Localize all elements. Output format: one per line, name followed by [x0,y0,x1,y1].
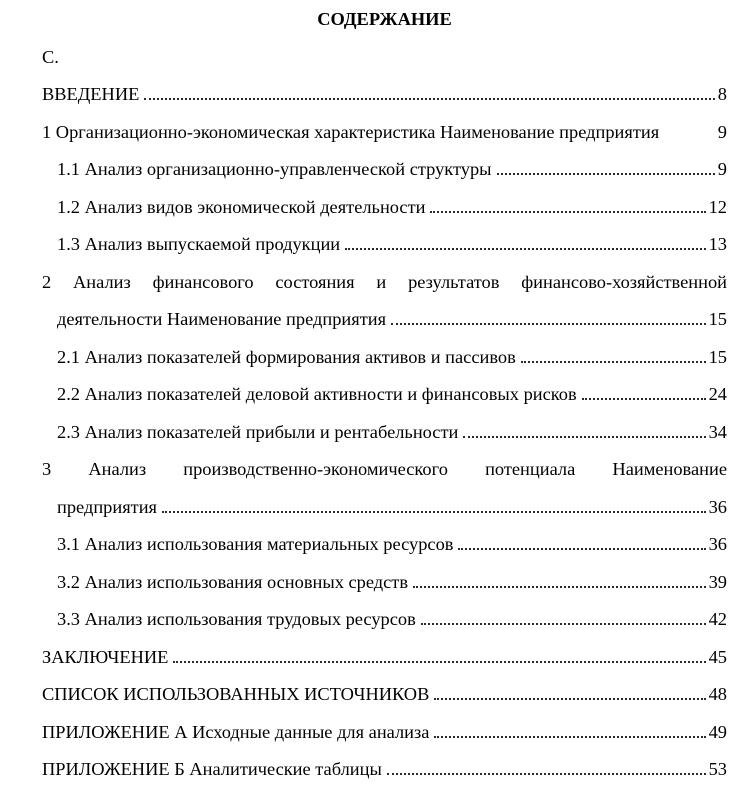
toc-entry-page: 24 [708,384,727,404]
toc-entry-label: 1.1 Анализ организационно-управленческой структуры [57,159,492,179]
toc-entry-label: ПРИЛОЖЕНИЕ Б Аналитические таблицы [42,759,382,779]
toc-entry-page: 36 [708,496,727,517]
dot-leader [144,96,714,100]
dot-leader [430,209,705,213]
dot-leader [391,321,706,325]
dot-leader [434,734,705,738]
toc-entry-label: 3.2 Анализ использования основных средств [57,571,409,592]
toc-entry[interactable] [42,601,727,639]
toc-entry[interactable] [42,751,727,789]
toc-entry[interactable] [42,526,727,564]
toc-entry-page: 12 [708,196,727,217]
toc-entry-page: 13 [708,234,727,254]
toc-entry-label: ПРИЛОЖЕНИЕ А Исходные данные для анализа [42,721,430,742]
toc-entry-page: 42 [708,609,727,629]
toc-entry[interactable] [42,301,727,339]
dot-leader [521,359,706,363]
dot-leader [162,509,706,513]
dot-leader [345,246,705,250]
toc-entry-page: 8 [717,84,727,104]
toc-entry[interactable] [42,264,727,302]
dot-leader [387,771,706,775]
dot-leader [434,696,705,700]
page-column-label: С. [42,46,59,67]
toc-entry[interactable] [42,339,727,377]
toc-entry[interactable] [42,76,727,114]
dot-leader [582,396,706,400]
toc-entry[interactable] [42,714,727,752]
toc-entry[interactable] [42,226,727,264]
toc-entry-page: 49 [708,721,727,742]
toc-entry-label: 1 Организационно-экономическая характеристика Наименование предприятия [42,121,660,142]
dot-leader [421,621,706,625]
toc-entry[interactable] [42,676,727,714]
toc-entry-page: 48 [708,684,727,704]
dot-leader [463,434,705,438]
toc-entry-page: 34 [708,421,727,442]
toc-entry[interactable] [42,189,727,227]
toc-entry-label: 3 Анализ производственно-экономического потенциала Наименование [42,459,727,479]
toc-entry-label: деятельности Наименование предприятия [57,309,387,329]
toc-entry-page: 9 [717,121,727,142]
toc-entry-label: 2.3 Анализ показателей прибыли и рентабельности [57,421,459,442]
dot-leader [458,546,705,550]
toc-entry-label: 2.2 Анализ показателей деловой активности и финансовых рисков [57,384,577,404]
toc-entry-page: 39 [708,571,727,592]
toc-entry-page: 45 [708,646,727,667]
toc-entry-label: 2.1 Анализ показателей формирования активов и пассивов [57,346,516,367]
toc-entry[interactable] [42,564,727,602]
toc-entry-page: 15 [708,309,727,329]
toc-entry-label: ЗАКЛЮЧЕНИЕ [42,646,169,667]
toc-entry-label: 1.2 Анализ видов экономической деятельности [57,196,426,217]
toc-entry-label: ВВЕДЕНИЕ [42,84,140,104]
toc-entry-label: 3.1 Анализ использования материальных ресурсов [57,534,454,554]
toc-entry[interactable] [42,639,727,677]
toc-entry-label: 2 Анализ финансового состояния и результатов финансово-хозяйственной [42,271,727,292]
toc-entry-page: 15 [708,346,727,367]
page-title: СОДЕРЖАНИЕ [317,9,452,29]
toc-entry-page: 36 [708,534,727,554]
toc-entry[interactable] [42,114,727,152]
toc-entry[interactable] [42,414,727,452]
toc-entry-page: 53 [708,759,727,779]
dot-leader [173,659,705,663]
toc-entry-label: СПИСОК ИСПОЛЬЗОВАННЫХ ИСТОЧНИКОВ [42,684,430,704]
toc-entry-label: 1.3 Анализ выпускаемой продукции [57,234,341,254]
dot-leader [413,584,706,588]
toc-entry[interactable] [42,376,727,414]
toc-entry[interactable] [42,151,727,189]
toc-entry-label: 3.3 Анализ использования трудовых ресурсов [57,609,416,629]
table-of-contents [42,76,727,789]
toc-entry-page: 9 [717,159,727,179]
toc-entry[interactable] [42,489,727,527]
toc-entry[interactable] [42,451,727,489]
toc-entry-label: предприятия [57,496,157,517]
blank-leader [664,134,715,138]
dot-leader [497,171,715,175]
